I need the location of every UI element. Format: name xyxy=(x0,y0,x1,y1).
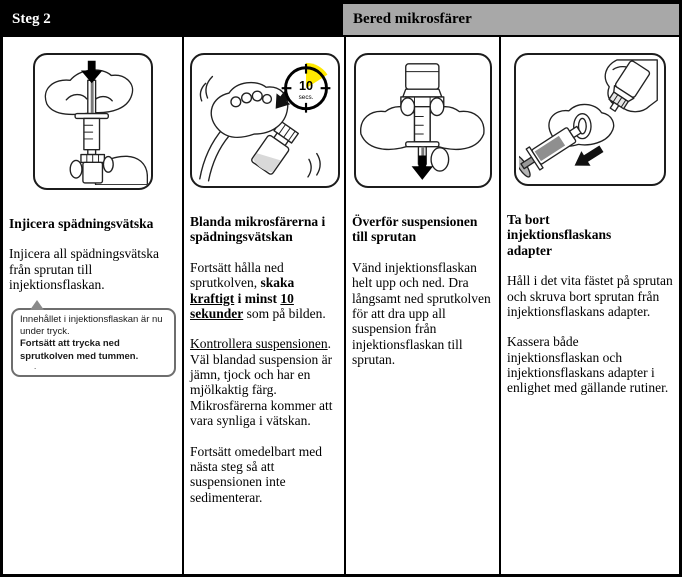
panel-paragraph xyxy=(190,260,338,322)
panel-transfer-suspension xyxy=(346,37,501,574)
inject-diluent-illustration xyxy=(33,53,153,190)
text-segment-bold-underline: kraftigt xyxy=(190,290,235,306)
callout-trailing-dot: . xyxy=(34,361,37,371)
callout-pointer-icon xyxy=(30,300,44,310)
panel-paragraph: Håll i det vita fästet på sprutan och skruva bort sprutan från injektionsflaskans adapter. xyxy=(507,273,673,319)
text-segment: Fortsätt hålla ned sprutkolven, xyxy=(190,259,284,291)
pressure-warning-callout xyxy=(11,308,176,377)
panel-paragraph: Vänd injektionsflaskan helt upp och ned. Dra långsamt ned sprutkolven för att dra upp all suspension från injektionsflaskan till sprutan. xyxy=(352,259,491,367)
panel-paragraph: Väl blandad suspension är jämn, tjock och har en mjölkaktig färg. Mikrosfärerna kommer att vara synliga i vätskan. xyxy=(190,351,333,429)
panel-remove-adapter xyxy=(501,37,679,574)
subheading-period: . xyxy=(327,336,331,352)
callout-bold-text: Fortsätt att trycka ned sprutkolven med tummen. xyxy=(20,338,139,362)
section-header-cell xyxy=(343,4,679,35)
underlined-subheading: Kontrollera suspensionen xyxy=(190,336,328,352)
panel-text xyxy=(190,214,338,505)
text-segment-bold: i minst xyxy=(234,290,281,306)
clock-seconds-value: 10 xyxy=(298,78,313,93)
panel-heading: Överför suspensionen till sprutan xyxy=(352,214,478,245)
callout-text: Innehållet i injektionsflaskan är nu under tryck. xyxy=(20,313,163,337)
step-header-cell xyxy=(3,4,343,35)
text-segment-bold: skaka xyxy=(260,275,295,291)
unscrew-syringe-drawing xyxy=(519,58,661,182)
panel-text xyxy=(9,216,176,377)
panel-subheading xyxy=(190,336,338,351)
remove-adapter-illustration xyxy=(514,53,666,186)
clock-seconds-unit: secs. xyxy=(298,93,314,101)
step-title: Steg 2 xyxy=(12,11,51,27)
shake-vial-drawing xyxy=(195,58,335,184)
panel-text xyxy=(507,212,673,396)
panel-heading: Blanda mikrosfärerna i spädningsvätskan xyxy=(190,214,326,245)
panel-heading: Ta bort injektionsflaskans adapter xyxy=(507,212,612,258)
unscrew-arrow-icon xyxy=(570,141,606,172)
section-title: Bered mikrosfärer xyxy=(353,11,472,27)
panel-paragraph: Kassera både injektionsflaskan och injektionsflaskans adapter i enlighet med gällande rutiner. xyxy=(507,334,669,396)
withdraw-suspension-illustration xyxy=(354,53,492,188)
text-segment: som på bilden. xyxy=(243,305,326,321)
clock-icon xyxy=(282,62,331,112)
panel-inject-diluent xyxy=(3,37,184,574)
text-segment-bold-underline: 10 sekunder xyxy=(190,290,294,321)
panel-paragraph: Injicera all spädningsvätska från sprutan till injektionsflaskan. xyxy=(9,246,159,293)
inverted-vial-drawing xyxy=(358,58,487,184)
panel-heading: Injicera spädningsvätska xyxy=(9,216,154,231)
panel-paragraph: Fortsätt omedelbart med nästa steg så att suspensionen inte sedimenterar. xyxy=(190,443,322,505)
panel-text xyxy=(352,214,493,367)
pull-down-arrow-icon xyxy=(412,155,433,179)
table-header xyxy=(3,4,679,37)
press-plunger-drawing xyxy=(37,58,148,186)
shake-vial-illustration xyxy=(190,53,340,188)
panel-mix-microspheres xyxy=(184,37,346,574)
instruction-columns xyxy=(3,37,679,574)
